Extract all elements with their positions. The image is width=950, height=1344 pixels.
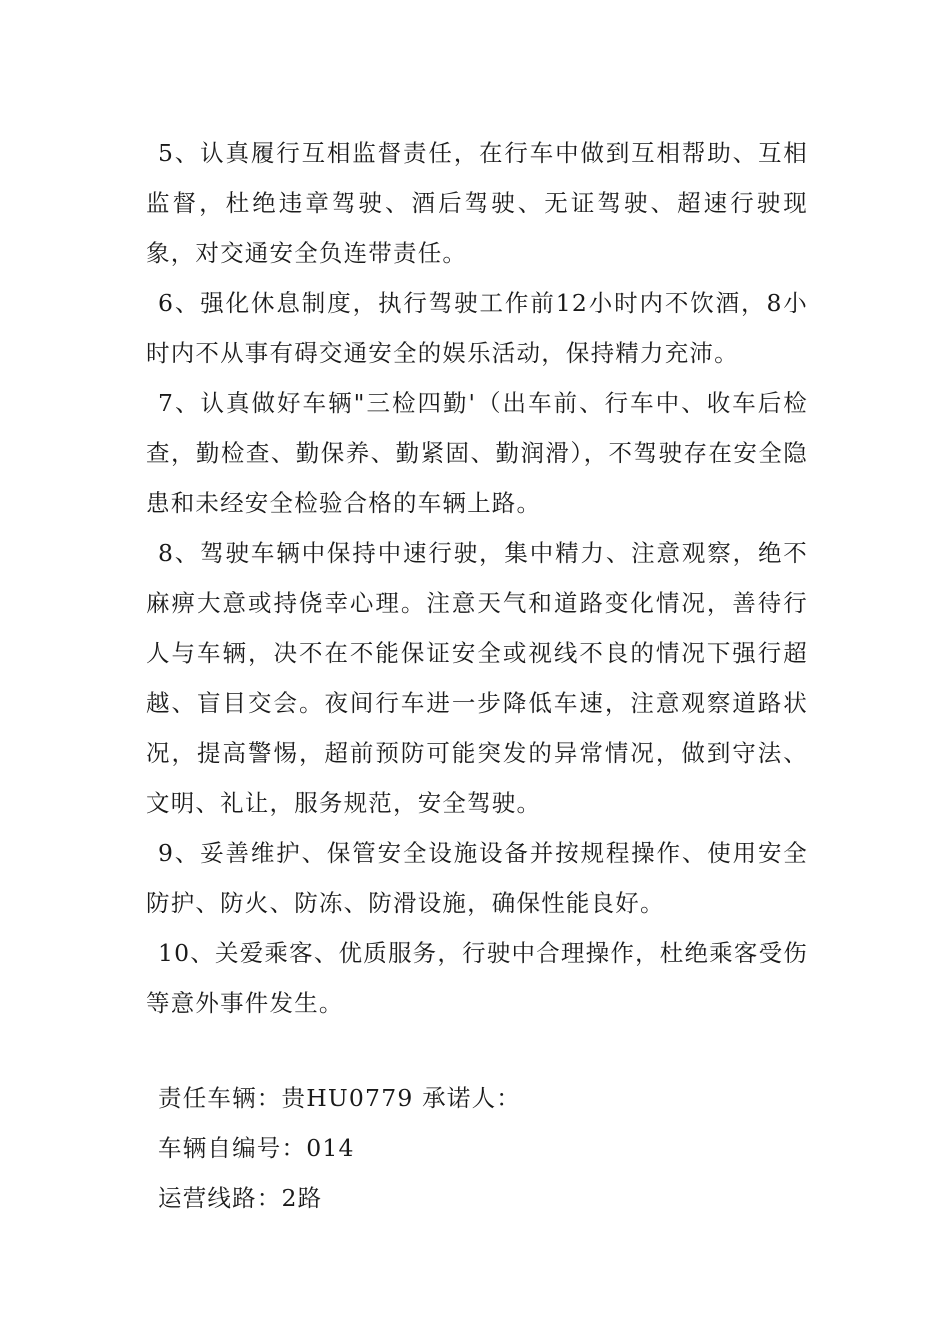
paragraph-item-10 [146, 928, 808, 1028]
route-line: 运营线路：2路 [158, 1184, 323, 1212]
paragraph-text: 10、关爱乘客、优质服务，行驶中合理操作，杜绝乘客受伤等意外事件发生。 [146, 939, 808, 1017]
paragraph-text: 8、驾驶车辆中保持中速行驶，集中精力、注意观察，绝不麻痹大意或持侥幸心理。注意天气和道路变化情况，善待行人与车辆，决不在不能保证安全或视线不良的情况下强行超越、盲目交会。夜间行车进一步降低车速，注意观察道路状况，提高警惕，超前预防可能突发的异常情况，做到守法、文明、礼让，服务规范，安全驾驶。 [146, 539, 808, 817]
paragraph-item-6 [146, 278, 808, 378]
paragraph-item-8 [146, 528, 808, 828]
paragraph-text: 6、强化休息制度，执行驾驶工作前12小时内不饮酒，8小时内不从事有碍交通安全的娱乐活动，保持精力充沛。 [146, 289, 808, 367]
paragraph-item-5 [146, 128, 808, 278]
paragraph-item-7 [146, 378, 808, 528]
vehicle-line: 责任车辆：贵HU0779 承诺人： [158, 1084, 521, 1112]
paragraph-text: 9、妥善维护、保管安全设施设备并按规程操作、使用安全防护、防火、防冻、防滑设施，确保性能良好。 [146, 839, 808, 917]
vehicle-number-line: 车辆自编号：014 [158, 1134, 355, 1162]
paragraph-text: 5、认真履行互相监督责任，在行车中做到互相帮助、互相监督，杜绝违章驾驶、酒后驾驶、无证驾驶、超速行驶现象，对交通安全负连带责任。 [146, 139, 808, 267]
paragraph-text: 7、认真做好车辆"三检四勤'（出车前、行车中、收车后检查，勤检查、勤保养、勤紧固、勤润滑），不驾驶存在安全隐患和未经安全检验合格的车辆上路。 [146, 389, 808, 517]
document-body [146, 128, 808, 1028]
paragraph-item-9 [146, 828, 808, 928]
signature-info-block [158, 1073, 521, 1223]
